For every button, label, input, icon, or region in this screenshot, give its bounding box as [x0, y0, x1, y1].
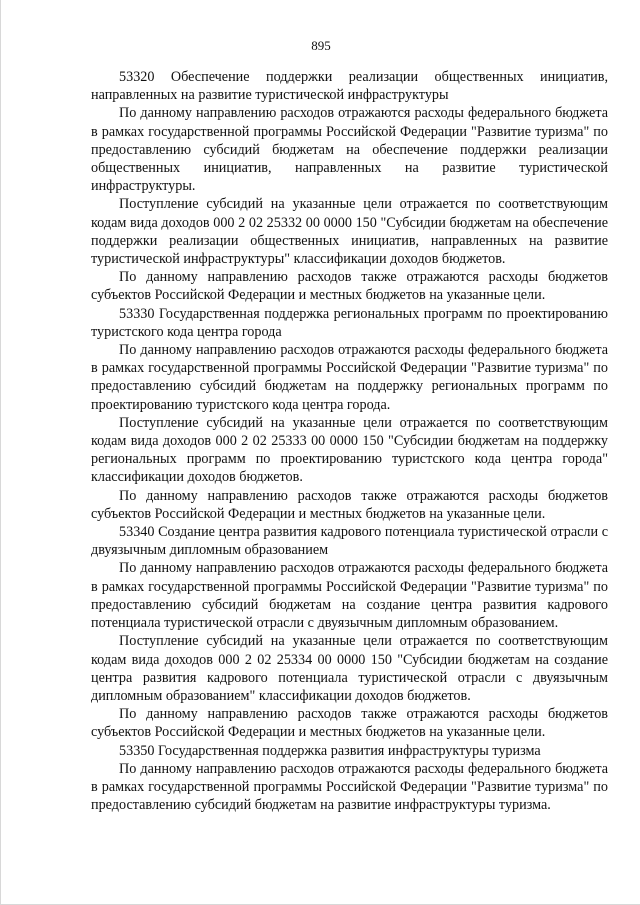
- body-paragraph: По данному направлению расходов отражаются расходы федерального бюджета в рамках государственной программы Российской Федерации "Развитие туризма" по предоставлению субсидий бюджетам на развитие инфраструктуры туризма.: [91, 760, 608, 814]
- body-paragraph: По данному направлению расходов отражаются расходы федерального бюджета в рамках государственной программы Российской Федерации "Развитие туризма" по предоставлению субсидий бюджетам на поддержку региональных программ по проектированию туристского кода центра города.: [91, 342, 608, 413]
- body-paragraph: По данному направлению расходов отражаются расходы федерального бюджета в рамках государственной программы Российской Федерации "Развитие туризма" по предоставлению субсидий бюджетам на обеспечение поддержки реализации общественных инициатив, направленных на развитие туристической инфраструктуры.: [91, 105, 608, 195]
- body-paragraph: Поступление субсидий на указанные цели отражается по соответствующим кодам вида доходов 000 2 02 25332 00 0000 150 "Субсидии бюджетам на обеспечение поддержки реализации общественных инициатив, направленных на развитие туристической инфраструктуры" классификации доходов бюджетов.: [91, 196, 608, 268]
- body-paragraph: По данному направлению расходов также отражаются расходы бюджетов субъектов Российской Федерации и местных бюджетов на указанные цели.: [91, 269, 608, 304]
- body-paragraph: По данному направлению расходов также отражаются расходы бюджетов субъектов Российской Федерации и местных бюджетов на указанные цели.: [91, 487, 608, 522]
- section-heading-53340: 53340 Создание центра развития кадрового потенциала туристической отрасли с двуязычным дипломным образованием: [91, 524, 608, 559]
- section-heading-53320: 53320 Обеспечение поддержки реализации общественных инициатив, направленных на развитие туристической инфраструктуры: [91, 69, 608, 104]
- page-number: 895: [311, 38, 331, 53]
- section-heading-53330: 53330 Государственная поддержка региональных программ по проектированию туристского кода центра города: [91, 305, 608, 340]
- section-heading-53350: 53350 Государственная поддержка развития инфраструктуры туризма: [119, 742, 541, 759]
- body-paragraph: Поступление субсидий на указанные цели отражается по соответствующим кодам вида доходов 000 2 02 25334 00 0000 150 "Субсидии бюджетам на создание центра развития кадрового потенциала туристической отрасли с двуязычным дипломным образованием" классификации доходов бюджетов.: [91, 633, 608, 704]
- body-paragraph: Поступление субсидий на указанные цели отражается по соответствующим кодам вида доходов 000 2 02 25333 00 0000 150 "Субсидии бюджетам на поддержку региональных программ по проектированию туристского кода центра города" классификации доходов бюджетов.: [91, 414, 608, 486]
- body-paragraph: По данному направлению расходов также отражаются расходы бюджетов субъектов Российской Федерации и местных бюджетов на указанные цели.: [91, 706, 608, 741]
- document-body: [91, 68, 608, 814]
- body-paragraph: По данному направлению расходов отражаются расходы федерального бюджета в рамках государственной программы Российской Федерации "Развитие туризма" по предоставлению субсидий бюджетам на создание центра развития кадрового потенциала туристической отрасли с двуязычным дипломным образованием.: [91, 560, 608, 632]
